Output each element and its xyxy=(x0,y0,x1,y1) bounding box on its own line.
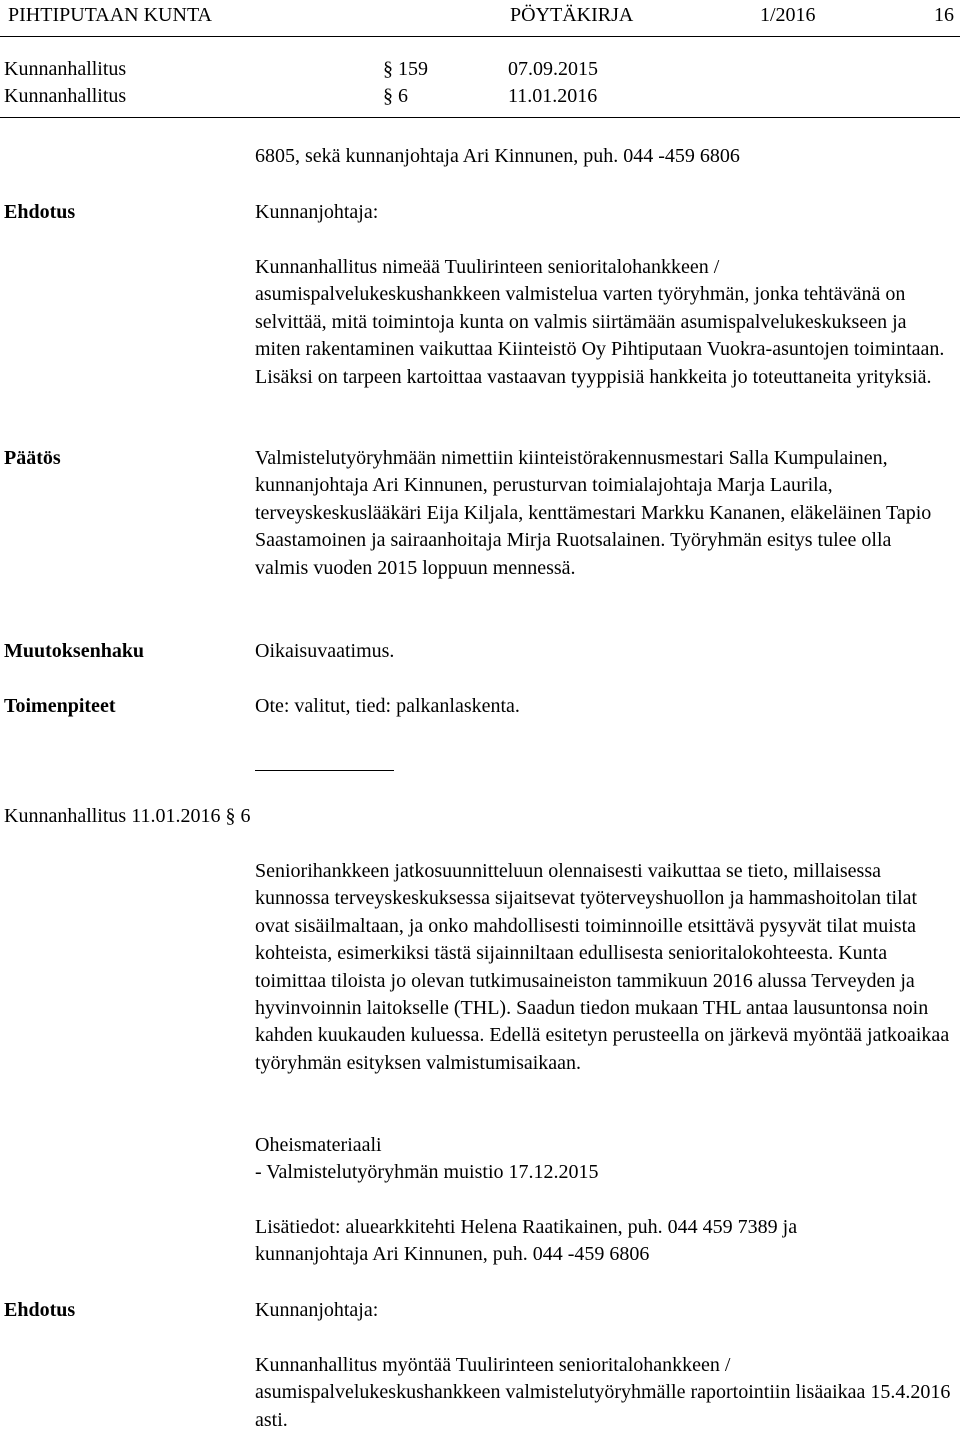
ehdotus-label: Ehdotus xyxy=(4,201,76,223)
continuation-text: 6805, sekä kunnanjohtaja Ari Kinnunen, puh. 044 -459 6806 xyxy=(255,145,740,167)
attachments-title: Oheismateriaali xyxy=(255,1134,382,1156)
ehdotus-author: Kunnanjohtaja: xyxy=(255,1299,379,1321)
section2-paragraph-block xyxy=(255,858,955,1077)
final-ehdotus-block xyxy=(255,1352,960,1434)
reference-body: Kunnanhallitus xyxy=(4,58,127,80)
references-rule xyxy=(0,117,960,118)
toimenpiteet-label: Toimenpiteet xyxy=(4,695,116,717)
reference-date: 07.09.2015 xyxy=(508,58,598,80)
page-number: 16 xyxy=(934,4,954,26)
muutoksenhaku-text: Oikaisuvaatimus. xyxy=(255,640,395,662)
section2-paragraph: Seniorihankkeen jatkosuunnitteluun olennaisesti vaikuttaa se tieto, millaisessa kunnossa terveyskeskuksessa sijaitsevat työterveyshuollon ja hammashoitolan tilat ovat sisäilmaltaan, ja onko mahdollisesti toiminnoille etsittävä pysyvät tilat muista kohteista, esimerkiksi tästä sijainniltaan edullisesta senioritalokohteesta. Kunta toimittaa tiloista jo olevan tutkimusaineiston tammikuun 2016 alussa Terveyden ja hyvinvoinnin laitokselle (THL). Saadun tiedon mukaan THL antaa lausuntonsa noin kahden kuukauden kuluessa. Edellä esitetyn perusteella on järkevä myöntää jatkoaikaa työryhmän esityksen valmistumisaikaan. xyxy=(255,860,950,1074)
reference-section: § 6 xyxy=(383,85,408,107)
ehdotus-label: Ehdotus xyxy=(4,1299,76,1321)
muutoksenhaku-label: Muutoksenhaku xyxy=(4,640,145,662)
reference-date: 11.01.2016 xyxy=(508,85,598,107)
attachment-item: - Valmistelutyöryhmän muistio 17.12.2015 xyxy=(255,1161,599,1183)
ehdotus-author: Kunnanjohtaja: xyxy=(255,201,379,223)
info-text: Lisätiedot: aluearkkitehti Helena Raatikainen, puh. 044 459 7389 ja kunnanjohtaja Ari Kinnunen, puh. 044 -459 6806 xyxy=(255,1216,798,1266)
ehdotus-paragraph: Kunnanhallitus nimeää Tuulirinteen senioritalohankkeen / asumispalvelukeskushankkeen valmistelua varten työryhmän, jonka tehtävänä on selvittää, mitä toimintoja kunta on valmis siirtämään asumispalvelukeskukseen ja miten rakentaminen vaikuttaa Kiinteistö Oy Pihtiputaan Vuokra-asuntojen toimintaan. Lisäksi on tarpeen kartoittaa vastaavan tyyppisiä hankkeita jo toteuttaneita yrityksiä. xyxy=(255,256,945,388)
info-block xyxy=(255,1214,895,1269)
reference-body: Kunnanhallitus xyxy=(4,85,127,107)
section-divider xyxy=(255,770,394,771)
toimenpiteet-text: Ote: valitut, tied: palkanlaskenta. xyxy=(255,695,520,717)
reference-section: § 159 xyxy=(383,58,428,80)
meeting-heading: Kunnanhallitus 11.01.2016 § 6 xyxy=(4,805,251,827)
municipality-name: PIHTIPUTAAN KUNTA xyxy=(8,4,213,26)
paatos-paragraph: Valmistelutyöryhmään nimettiin kiinteistörakennusmestari Salla Kumpulainen, kunnanjohtaja Ari Kinnunen, perusturvan toimialajohtaja Marja Laurila, terveyskeskuslääkäri Eija Kiljala, kenttämestari Markku Kananen, eläkeläinen Tapio Saastamoinen ja sairaanhoitaja Mirja Ruotsalainen. Työryhmän esitys tulee olla valmis vuoden 2015 loppuun mennessä. xyxy=(255,447,932,579)
paatos-label: Päätös xyxy=(4,447,61,469)
paatos-text xyxy=(255,445,945,582)
document-type: PÖYTÄKIRJA xyxy=(510,4,634,26)
header-rule xyxy=(0,36,960,37)
final-ehdotus-text: Kunnanhallitus myöntää Tuulirinteen senioritalohankkeen / asumispalvelukeskushankkeen valmistelutyöryhmälle raportointiin lisäaikaa 15.4.2016 asti. xyxy=(255,1354,951,1431)
ehdotus-text xyxy=(255,254,955,391)
document-number: 1/2016 xyxy=(760,4,816,26)
